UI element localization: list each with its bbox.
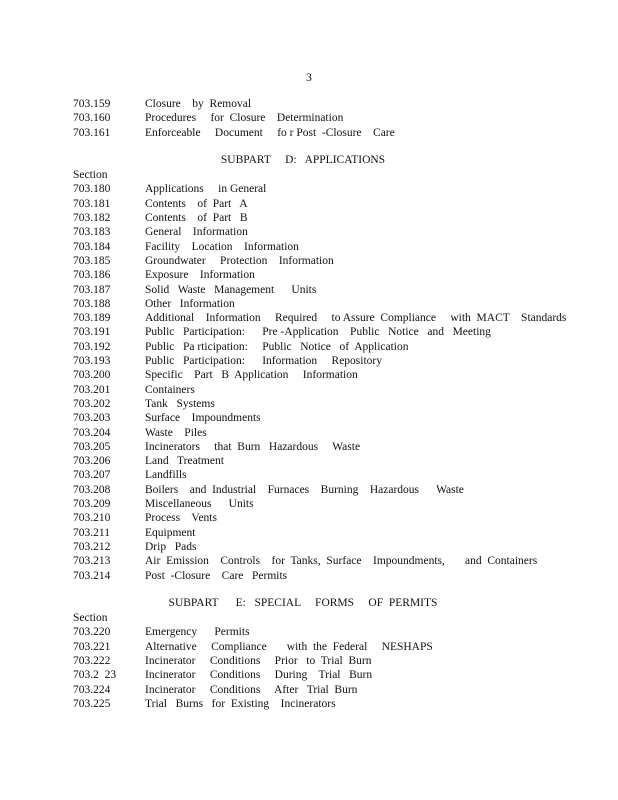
section-number: 703.202 bbox=[73, 397, 111, 410]
section-number: 703.2 23 bbox=[73, 669, 117, 682]
toc-row bbox=[73, 126, 593, 140]
section-number: 703.193 bbox=[73, 355, 111, 368]
toc-row bbox=[73, 297, 593, 311]
toc-row bbox=[73, 497, 593, 511]
section-title: Boilers and Industrial Furnaces Burning Hazardous Waste bbox=[145, 483, 464, 496]
section-title: Groundwater Protection Information bbox=[145, 254, 334, 267]
section-title: Containers bbox=[145, 383, 195, 396]
section-title: Facility Location Information bbox=[145, 240, 299, 253]
toc-row bbox=[73, 454, 593, 468]
section-number: 703.214 bbox=[73, 569, 111, 582]
section-title: Public Participation: Information Repository bbox=[145, 355, 382, 368]
section-number: 703.160 bbox=[73, 112, 111, 125]
toc-row bbox=[73, 468, 593, 482]
toc-row bbox=[73, 526, 593, 540]
section-number: 703.204 bbox=[73, 426, 111, 439]
section-title: Exposure Information bbox=[145, 269, 255, 282]
section-title: Drip Pads bbox=[145, 540, 197, 553]
section-title: Closure by Removal bbox=[145, 98, 252, 110]
toc-row bbox=[73, 411, 593, 425]
toc-row bbox=[73, 511, 593, 525]
toc-row bbox=[73, 240, 593, 254]
toc-row bbox=[73, 397, 593, 411]
toc-row bbox=[73, 268, 593, 282]
toc-row bbox=[73, 311, 593, 325]
section-title: Incinerator Conditions Prior to Trial Burn bbox=[145, 654, 372, 667]
section-label: Section bbox=[73, 169, 108, 182]
toc-row bbox=[73, 225, 593, 239]
section-number: 703.209 bbox=[73, 498, 111, 511]
toc-row bbox=[73, 368, 593, 382]
section-title: Other Information bbox=[145, 297, 235, 310]
section-title: Specific Part B Application Information bbox=[145, 369, 358, 382]
subpart-heading: SUBPART D: APPLICATIONS bbox=[220, 153, 386, 166]
section-number: 703.184 bbox=[73, 240, 111, 253]
section-number: 703.185 bbox=[73, 254, 111, 267]
section-title: Additional Information Required to Assure Compliance with MACT Standards bbox=[145, 312, 567, 325]
section-number: 703.180 bbox=[73, 183, 111, 196]
section-title: Alternative Compliance with the Federal NESHAPS bbox=[145, 640, 433, 653]
section-title: General Information bbox=[145, 226, 248, 239]
toc-row bbox=[73, 211, 593, 225]
section-number: 703.183 bbox=[73, 226, 111, 239]
section-number: 703.159 bbox=[73, 98, 111, 110]
section-title: Applications in General bbox=[145, 183, 267, 196]
section-number: 703.187 bbox=[73, 283, 111, 296]
section-title: Air Emission Controls for Tanks, Surface Impoundments, and Containers bbox=[145, 555, 538, 568]
section-title: Equipment bbox=[145, 526, 196, 539]
section-number: 703.210 bbox=[73, 512, 111, 525]
section-title: Solid Waste Management Units bbox=[145, 283, 317, 296]
toc-row bbox=[73, 111, 593, 125]
section-number: 703.211 bbox=[73, 526, 110, 539]
section-number: 703.200 bbox=[73, 369, 111, 382]
section-title: Public Participation: Pre -Application Public Notice and Meeting bbox=[145, 326, 491, 339]
toc-row bbox=[73, 197, 593, 211]
section-title: Miscellaneous Units bbox=[145, 498, 254, 511]
toc-row bbox=[73, 254, 593, 268]
toc-row bbox=[73, 569, 593, 583]
section-number: 703.221 bbox=[73, 640, 111, 653]
page-number: 3 bbox=[306, 72, 312, 84]
toc-row bbox=[73, 325, 593, 339]
section-title: Incinerator Conditions During Trial Burn bbox=[145, 669, 373, 682]
section-number: 703.186 bbox=[73, 269, 111, 282]
section-title: Land Treatment bbox=[145, 455, 224, 468]
toc-row bbox=[73, 540, 593, 554]
section-title: Incinerator Conditions After Trial Burn bbox=[145, 683, 358, 696]
toc-row bbox=[73, 668, 593, 682]
toc-row bbox=[73, 654, 593, 668]
toc-row bbox=[73, 683, 593, 697]
section-number: 703.207 bbox=[73, 469, 111, 482]
section-title: Public Pa rticipation: Public Notice of Application bbox=[145, 340, 409, 353]
section-number: 703.192 bbox=[73, 340, 111, 353]
toc-row bbox=[73, 97, 593, 111]
toc-row bbox=[73, 483, 593, 497]
section-title: Surface Impoundments bbox=[145, 412, 261, 425]
section-number: 703.206 bbox=[73, 455, 111, 468]
section-number: 703.212 bbox=[73, 540, 111, 553]
section-number: 703.222 bbox=[73, 654, 111, 667]
section-number: 703.220 bbox=[73, 626, 111, 639]
toc-row bbox=[73, 354, 593, 368]
section-number: 703.208 bbox=[73, 483, 111, 496]
toc-row bbox=[73, 440, 593, 454]
toc-row bbox=[73, 640, 593, 654]
section-number: 703.191 bbox=[73, 326, 111, 339]
section-number: 703.201 bbox=[73, 383, 111, 396]
section-title: Landfills bbox=[145, 469, 187, 482]
section-number: 703.181 bbox=[73, 197, 111, 210]
table-of-contents bbox=[73, 97, 593, 711]
section-number: 703.213 bbox=[73, 555, 111, 568]
toc-row bbox=[73, 625, 593, 639]
toc-row bbox=[73, 554, 593, 568]
section-title: Tank Systems bbox=[145, 397, 215, 410]
toc-row bbox=[73, 340, 593, 354]
section-number: 703.189 bbox=[73, 312, 111, 325]
section-number: 703.205 bbox=[73, 440, 111, 453]
section-title: Trial Burns for Existing Incinerators bbox=[145, 697, 336, 710]
toc-row bbox=[73, 383, 593, 397]
section-number: 703.203 bbox=[73, 412, 111, 425]
toc-row bbox=[73, 697, 593, 711]
section-title: Emergency Permits bbox=[145, 626, 250, 639]
section-title: Contents of Part A bbox=[145, 197, 248, 210]
section-title: Post -Closure Care Permits bbox=[145, 569, 288, 582]
toc-row bbox=[73, 182, 593, 196]
toc-row bbox=[73, 283, 593, 297]
section-label: Section bbox=[73, 612, 108, 625]
section-title: Contents of Part B bbox=[145, 212, 248, 225]
section-title: Waste Piles bbox=[145, 426, 207, 439]
section-number: 703.161 bbox=[73, 126, 111, 139]
section-number: 703.224 bbox=[73, 683, 111, 696]
section-title: Procedures for Closure Determination bbox=[145, 112, 344, 125]
section-number: 703.188 bbox=[73, 297, 111, 310]
section-number: 703.225 bbox=[73, 697, 111, 710]
subpart-heading: SUBPART E: SPECIAL FORMS OF PERMITS bbox=[168, 596, 438, 609]
toc-row bbox=[73, 426, 593, 440]
section-title: Enforceable Document fo r Post -Closure Care bbox=[145, 126, 395, 139]
section-number: 703.182 bbox=[73, 212, 111, 225]
section-title: Process Vents bbox=[145, 512, 217, 525]
section-title: Incinerators that Burn Hazardous Waste bbox=[145, 440, 361, 453]
